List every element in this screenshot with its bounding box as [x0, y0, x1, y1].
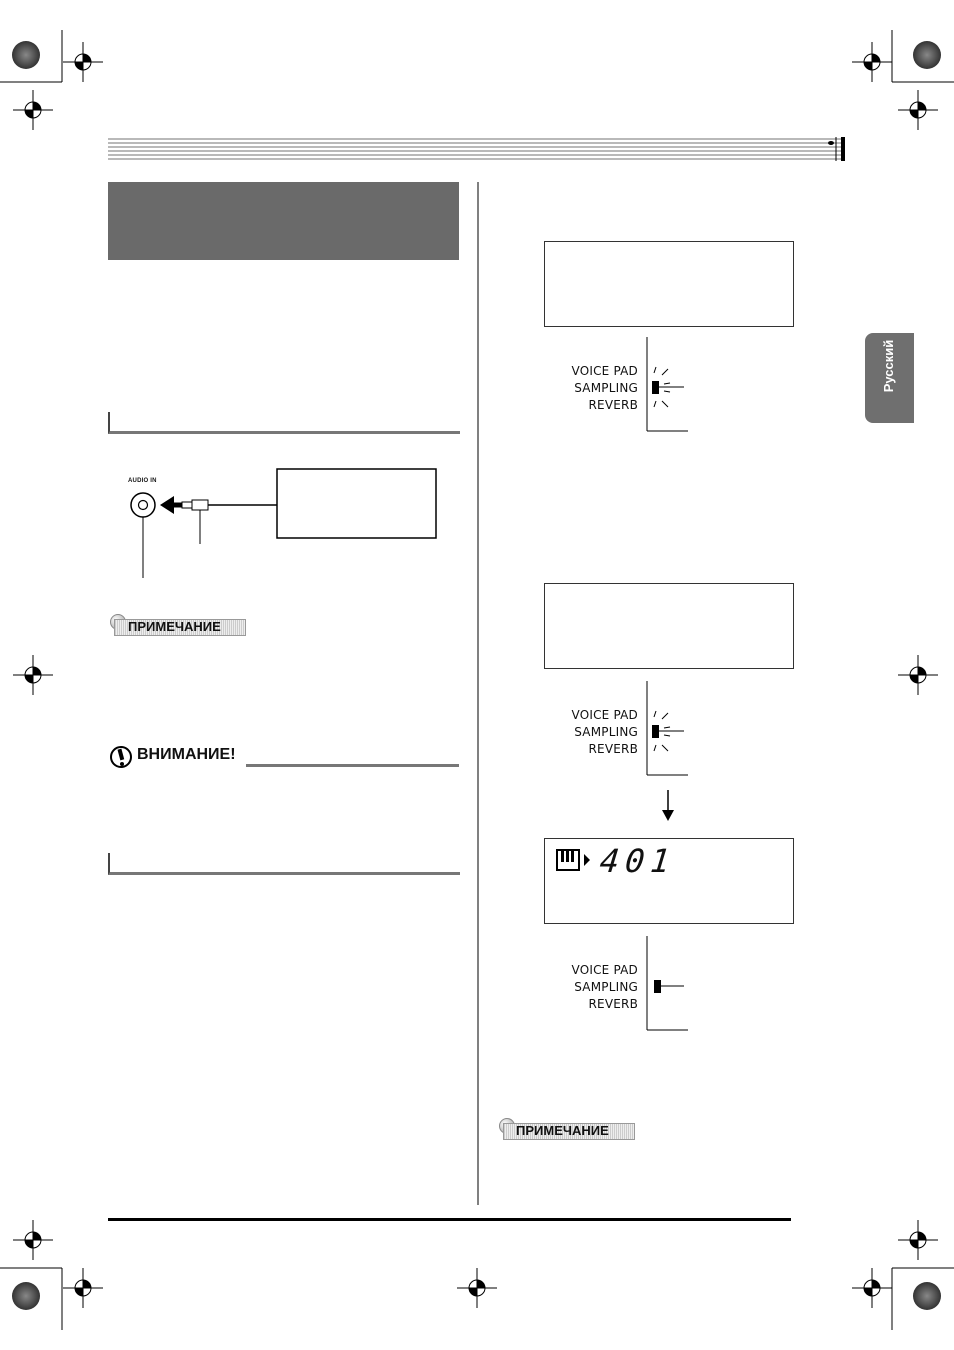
indicator-blinking-1 — [640, 337, 696, 433]
indicator-blinking-2 — [640, 681, 696, 777]
indicator-reverb-1: REVERB — [588, 398, 638, 412]
registration-mark-icon — [852, 1268, 892, 1308]
header-staff — [108, 137, 845, 161]
registration-mark-icon — [63, 1268, 103, 1308]
indicator-reverb-2: REVERB — [588, 742, 638, 756]
indicator-steady-3 — [640, 936, 696, 1032]
color-disc-icon — [913, 41, 941, 69]
registration-mark-icon — [898, 1220, 938, 1260]
note-heading-text: ПРИМЕЧАНИЕ — [128, 619, 221, 634]
language-tab — [865, 333, 914, 423]
registration-mark-icon — [13, 90, 53, 130]
registration-mark-icon — [852, 42, 892, 82]
down-arrow-icon — [660, 790, 676, 822]
indicator-sampling-2: SAMPLING — [574, 725, 638, 739]
caution-heading: ВНИМАНИЕ! — [137, 746, 236, 763]
lcd-display-1 — [544, 241, 794, 327]
caution-rule — [246, 764, 459, 767]
registration-mark-icon — [898, 655, 938, 695]
note-heading-text: ПРИМЕЧАНИЕ — [516, 1123, 609, 1138]
registration-mark-icon — [457, 1268, 497, 1308]
subsection-header-2 — [108, 853, 460, 875]
registration-mark-icon — [63, 42, 103, 82]
connection-diagram — [108, 460, 448, 585]
section-title-box — [108, 182, 459, 260]
caution-icon — [108, 745, 136, 769]
lcd-display-2 — [544, 583, 794, 669]
registration-mark-icon — [13, 1220, 53, 1260]
indicator-voice-pad-3: VOICE PAD — [571, 963, 638, 977]
indicator-sampling-3: SAMPLING — [574, 980, 638, 994]
indicator-reverb-3: REVERB — [588, 997, 638, 1011]
keyboard-icon — [556, 848, 596, 872]
color-disc-icon — [12, 41, 40, 69]
tone-number-display: 401 — [598, 842, 678, 880]
audio-in-label: AUDIO IN — [128, 478, 157, 484]
language-tab-label: Русский — [881, 339, 896, 393]
color-disc-icon — [12, 1282, 40, 1310]
indicator-voice-pad-2: VOICE PAD — [571, 708, 638, 722]
color-disc-icon — [913, 1282, 941, 1310]
indicator-sampling-1: SAMPLING — [574, 381, 638, 395]
footer-rule — [108, 1218, 791, 1221]
indicator-voice-pad-1: VOICE PAD — [571, 364, 638, 378]
registration-mark-icon — [13, 655, 53, 695]
registration-mark-icon — [898, 90, 938, 130]
subsection-header-1 — [108, 412, 460, 434]
